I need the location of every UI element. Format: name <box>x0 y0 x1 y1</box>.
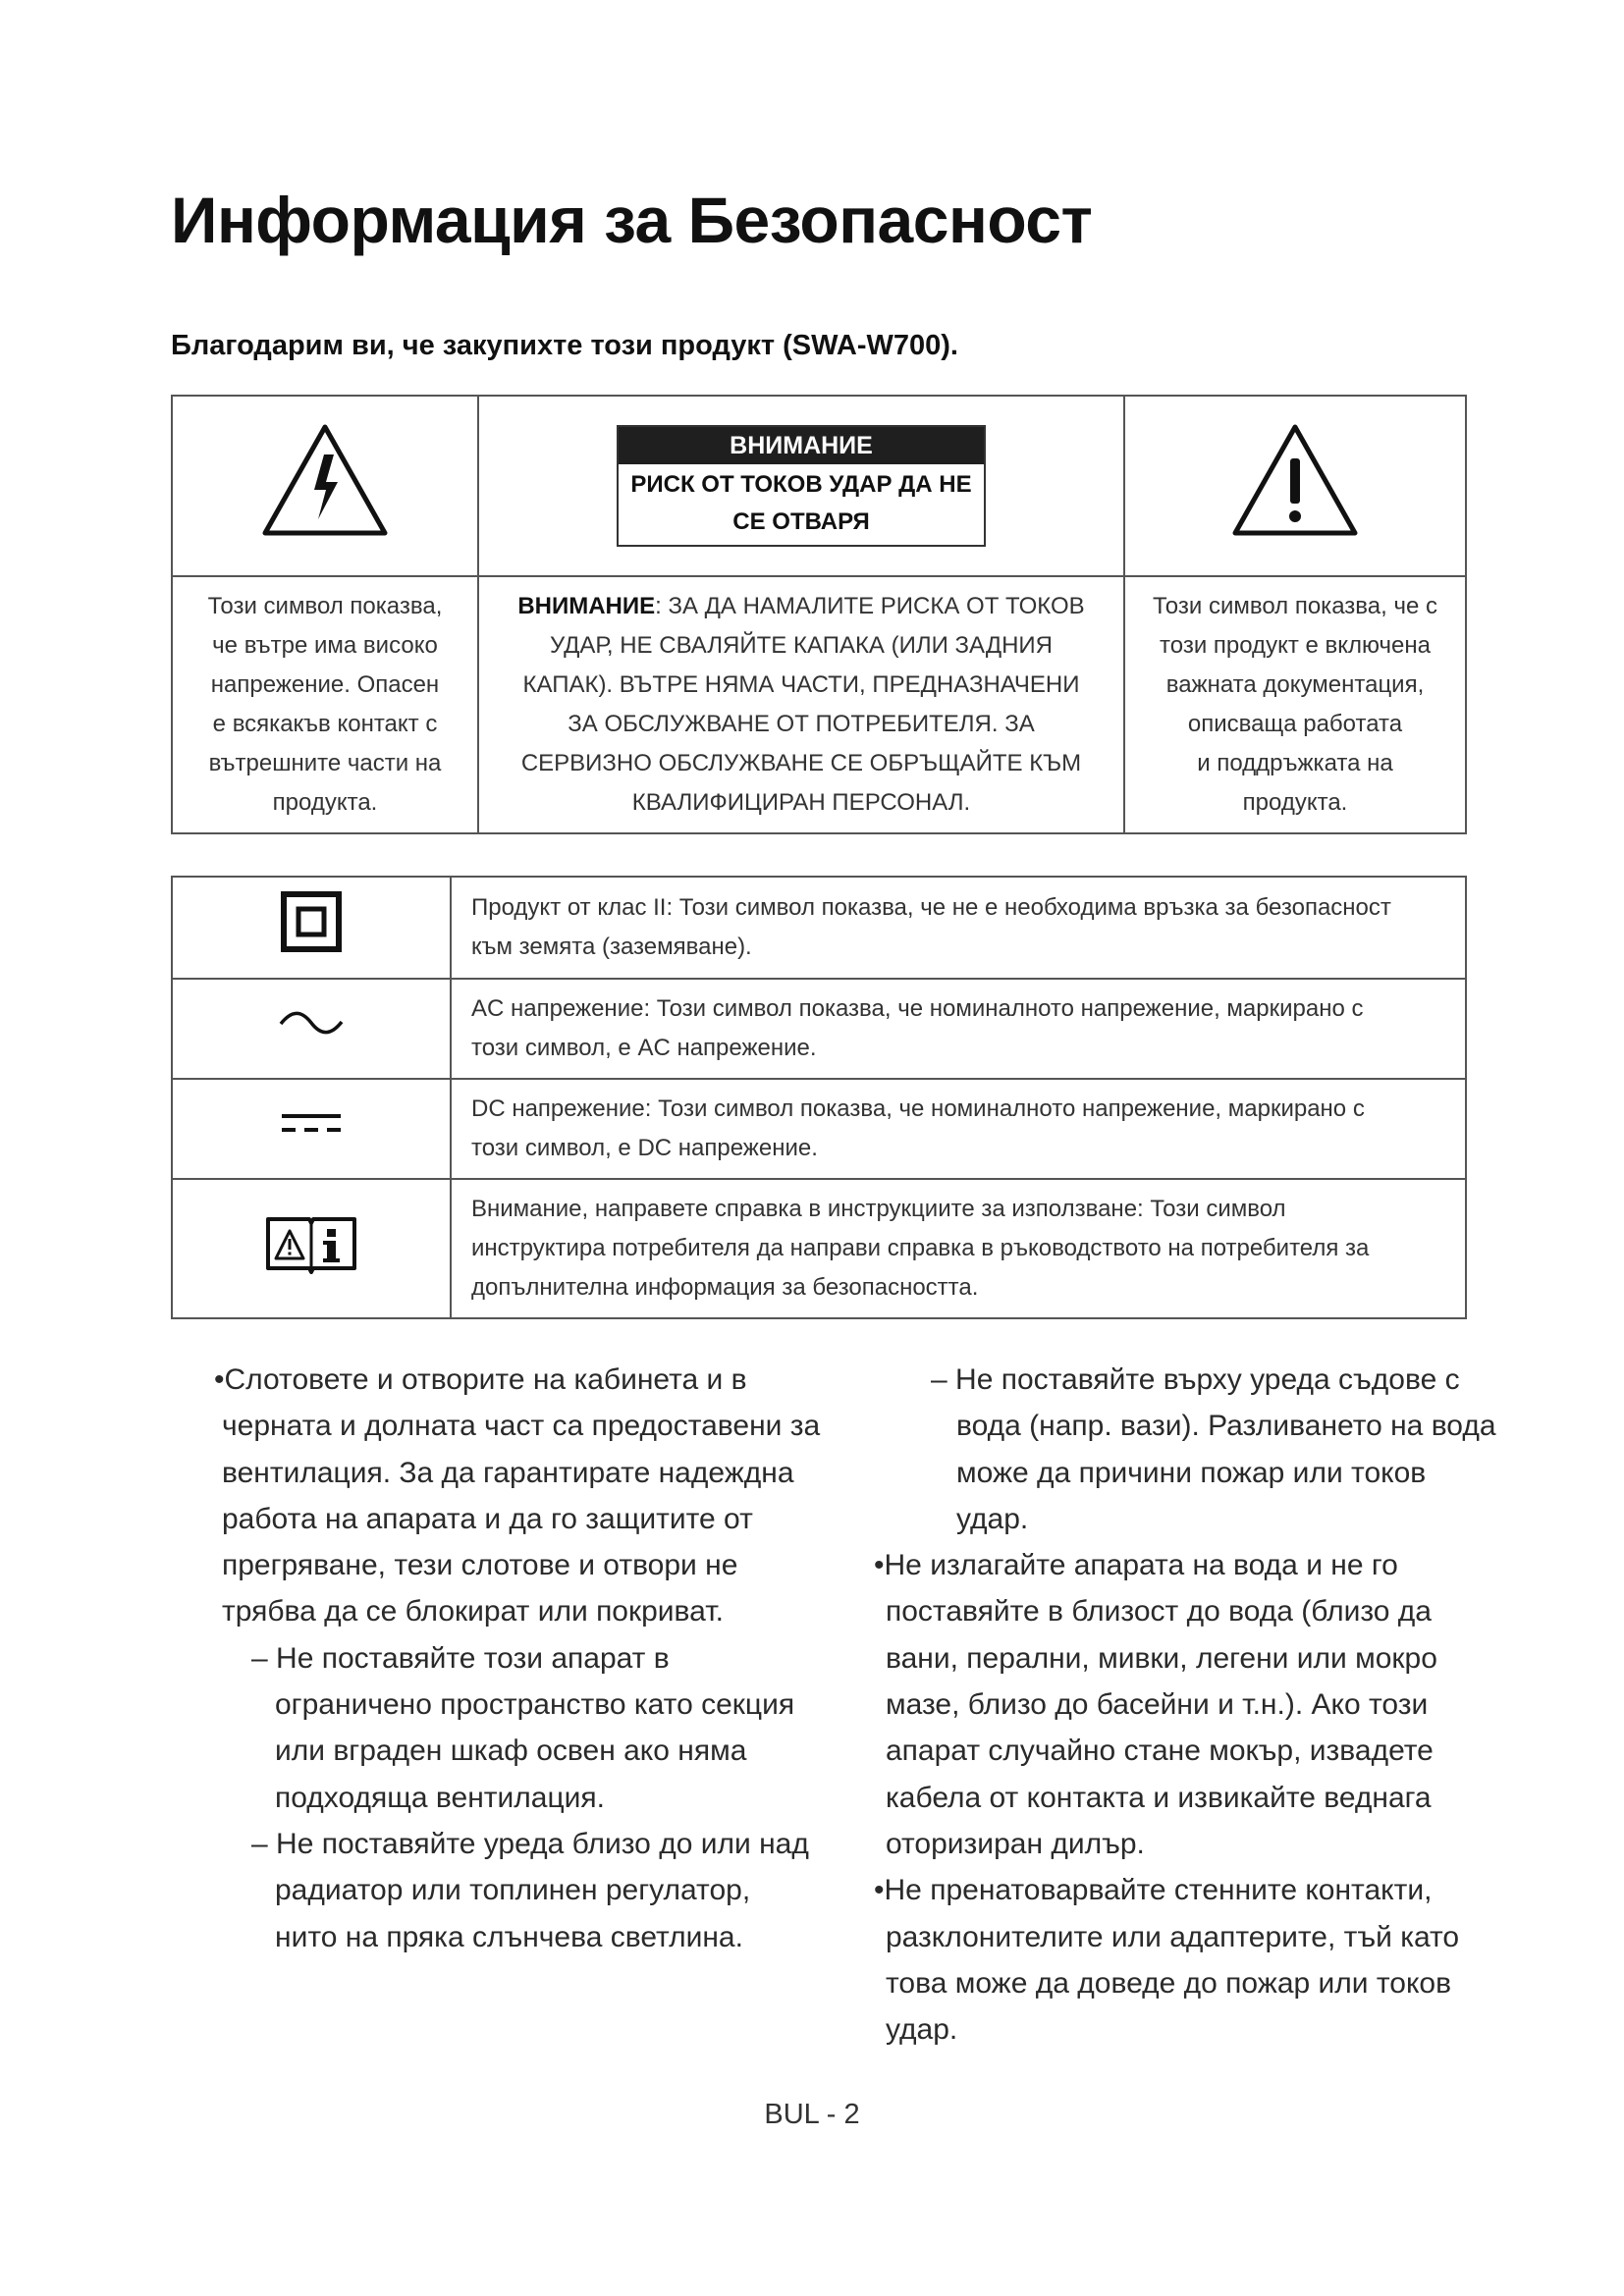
text-line: работа на апарата и да го защитите от <box>222 1502 753 1535</box>
symbol-icon-cell <box>172 1079 451 1179</box>
warning-box-heading: ВНИМАНИЕ <box>619 427 984 464</box>
text-line: прегряване, тези слотове и отвори не <box>222 1549 738 1582</box>
text-line <box>251 1635 803 1682</box>
text-line: удар. <box>886 2013 958 2047</box>
symbol-text-line: към земята (заземяване). <box>471 934 752 960</box>
symbol-text-line: този символ, е DC напрежение. <box>471 1135 818 1161</box>
description-line: продукта. <box>1242 789 1348 816</box>
text-line <box>214 1357 803 1403</box>
description-line: ЗА ОБСЛУЖВАНЕ ОТ ПОТРЕБИТЕЛЯ. ЗА <box>568 711 1035 737</box>
symbol-text-cell <box>451 979 1466 1079</box>
description-line: УДАР, НЕ СВАЛЯЙТЕ КАПАКА (ИЛИ ЗАДНИЯ <box>549 632 1053 659</box>
intro-text: Благодарим ви, че закупихте този продукт (SWA-W700). <box>171 330 958 361</box>
caution-table <box>171 395 1467 834</box>
page-title: Информация за Безопасност <box>171 184 1093 256</box>
text-span: Слотовете и отворите на кабинета и в <box>224 1363 747 1396</box>
dash-mark: – <box>251 1827 268 1860</box>
warning-box-line: РИСК ОТ ТОКОВ УДАР ДА НЕ <box>630 471 972 498</box>
class-ii-double-square-icon <box>280 890 343 953</box>
symbol-icon-cell <box>172 979 451 1079</box>
symbol-text-line: инструктира потребителя да направи справка в ръководството на потребителя за <box>471 1235 1370 1261</box>
symbol-row <box>172 877 1466 979</box>
middle-description-cell <box>478 576 1124 833</box>
symbol-icon-cell <box>172 877 451 979</box>
description-line: е всякакъв контакт с <box>212 711 438 737</box>
symbol-text-line: Продукт от клас II: Този символ показва, че не е необходима връзка за безопасност <box>471 894 1391 921</box>
dash-item <box>878 1357 1496 1542</box>
symbol-text-cell <box>451 877 1466 979</box>
description-text: : ЗА ДА НАМАЛИТЕ РИСКА ОТ ТОКОВ <box>655 593 1085 619</box>
ac-voltage-wave-icon <box>278 1008 345 1038</box>
bullet-mark: • <box>874 1874 885 1907</box>
bullet-item <box>874 1867 1460 2053</box>
text-span: Не пренатоварвайте стенните контакти, <box>884 1874 1433 1907</box>
description-line: напрежение. Опасен <box>210 671 440 698</box>
description-line: този продукт е включена <box>1160 632 1431 659</box>
text-line: апарат случайно стане мокър, извадете <box>886 1735 1434 1768</box>
text-line: кабела от контакта и извикайте веднага <box>886 1781 1432 1814</box>
text-line: оторизиран дилър. <box>886 1827 1145 1860</box>
warning-box-line: СЕ ОТВАРЯ <box>732 508 870 535</box>
symbol-text-line: този символ, е AC напрежение. <box>471 1035 817 1061</box>
description-line: Този символ показва, <box>207 593 443 619</box>
text-line: удар. <box>956 1502 1029 1535</box>
symbol-text-cell <box>451 1179 1466 1318</box>
text-line: разклонителите или адаптерите, тъй като <box>886 1920 1460 1953</box>
consult-instructions-icon <box>264 1211 358 1274</box>
symbol-text-cell <box>451 1079 1466 1179</box>
text-span: Не излагайте апарата на вода и не го <box>884 1549 1398 1582</box>
dc-voltage-icon <box>280 1110 343 1136</box>
warning-box-body <box>619 464 984 545</box>
caution-bold-label: ВНИМАНИЕ <box>517 593 656 619</box>
symbol-row <box>172 979 1466 1079</box>
text-line: може да причини пожар или токов <box>956 1456 1427 1489</box>
symbol-row <box>172 1079 1466 1179</box>
text-line: поставяйте в близост до вода (близо да <box>886 1595 1432 1629</box>
text-line <box>251 1821 809 1867</box>
symbol-row <box>172 1179 1466 1318</box>
bullet-mark: • <box>214 1363 225 1396</box>
symbol-text-line: допълнителна информация за безопасността. <box>471 1274 979 1301</box>
text-line: вентилация. За да гарантирате надеждна <box>222 1456 794 1489</box>
text-line: трябва да се блокират или покриват. <box>222 1595 724 1629</box>
description-line: и поддръжката на <box>1197 750 1393 776</box>
symbol-text-line: AC напрежение: Този символ показва, че номиналното напрежение, маркирано с <box>471 995 1364 1022</box>
description-line: продукта. <box>272 789 378 816</box>
symbol-text-line: Внимание, направете справка в инструкциите за използване: Този символ <box>471 1196 1286 1222</box>
text-line: радиатор или топлинен регулатор, <box>275 1874 751 1907</box>
right-text-column <box>874 1357 1496 2053</box>
right-description-cell <box>1124 576 1466 833</box>
description-line: СЕРВИЗНО ОБСЛУЖВАНЕ СЕ ОБРЪЩАЙТЕ КЪМ <box>520 750 1082 776</box>
exclamation-warning-icon <box>1229 421 1361 539</box>
text-span: Не поставяйте уреда близо до или над <box>276 1827 809 1860</box>
left-description-cell <box>172 576 478 833</box>
description-line: важната документация, <box>1165 671 1425 698</box>
bullet-item <box>874 1542 1457 1867</box>
dash-item <box>214 1635 803 1821</box>
symbol-icon-cell <box>172 1179 451 1318</box>
description-line: КАПАК). ВЪТРЕ НЯМА ЧАСТИ, ПРЕДНАЗНАЧЕНИ <box>522 671 1080 698</box>
description-line: Този символ показва, че с <box>1153 593 1437 619</box>
text-line: или вграден шкаф освен ако няма <box>275 1735 747 1768</box>
dash-item <box>214 1821 809 1960</box>
bullet-mark: • <box>874 1549 885 1582</box>
high-voltage-cell <box>172 396 478 576</box>
exclamation-cell <box>1124 396 1466 576</box>
bullet-item <box>214 1357 821 1635</box>
description-line: КВАЛИФИЦИРАН ПЕРСОНАЛ. <box>631 789 971 816</box>
warning-box <box>617 425 986 547</box>
page-number: BUL - 2 <box>764 2099 860 2130</box>
text-line: черната и долната част са предоставени за <box>222 1410 821 1443</box>
text-line: това може да доведе до пожар или токов <box>886 1966 1452 2000</box>
dash-mark: – <box>931 1363 947 1396</box>
text-line: ограничено пространство като секция <box>275 1688 795 1722</box>
text-line: подходяща вентилация. <box>275 1781 605 1814</box>
symbol-text-line: DC напрежение: Този символ показва, че номиналното напрежение, маркирано с <box>471 1095 1365 1122</box>
description-line: че вътре има високо <box>212 632 438 659</box>
text-line <box>874 1542 1457 1588</box>
dash-mark: – <box>251 1641 268 1675</box>
symbols-table <box>171 876 1467 1319</box>
warning-box-cell <box>478 396 1124 576</box>
text-line: мазе, близо до басейни и т.н.). Ако този <box>886 1688 1429 1722</box>
text-line <box>931 1357 1460 1403</box>
description-line: вътрешните части на <box>208 750 442 776</box>
text-line: вода (напр. вази). Разливането на вода <box>956 1410 1496 1443</box>
text-span: Не поставяйте върху уреда съдове с <box>955 1363 1460 1396</box>
left-text-column <box>214 1357 821 1960</box>
description-line: описваща работата <box>1187 711 1403 737</box>
text-line: вани, перални, мивки, легени или мокро <box>886 1641 1437 1675</box>
text-span: Не поставяйте този апарат в <box>276 1641 670 1675</box>
text-line: нито на пряка слънчева светлина. <box>275 1920 743 1953</box>
description-line <box>499 587 1104 626</box>
text-line <box>874 1867 1457 1913</box>
high-voltage-warning-icon <box>259 421 391 539</box>
